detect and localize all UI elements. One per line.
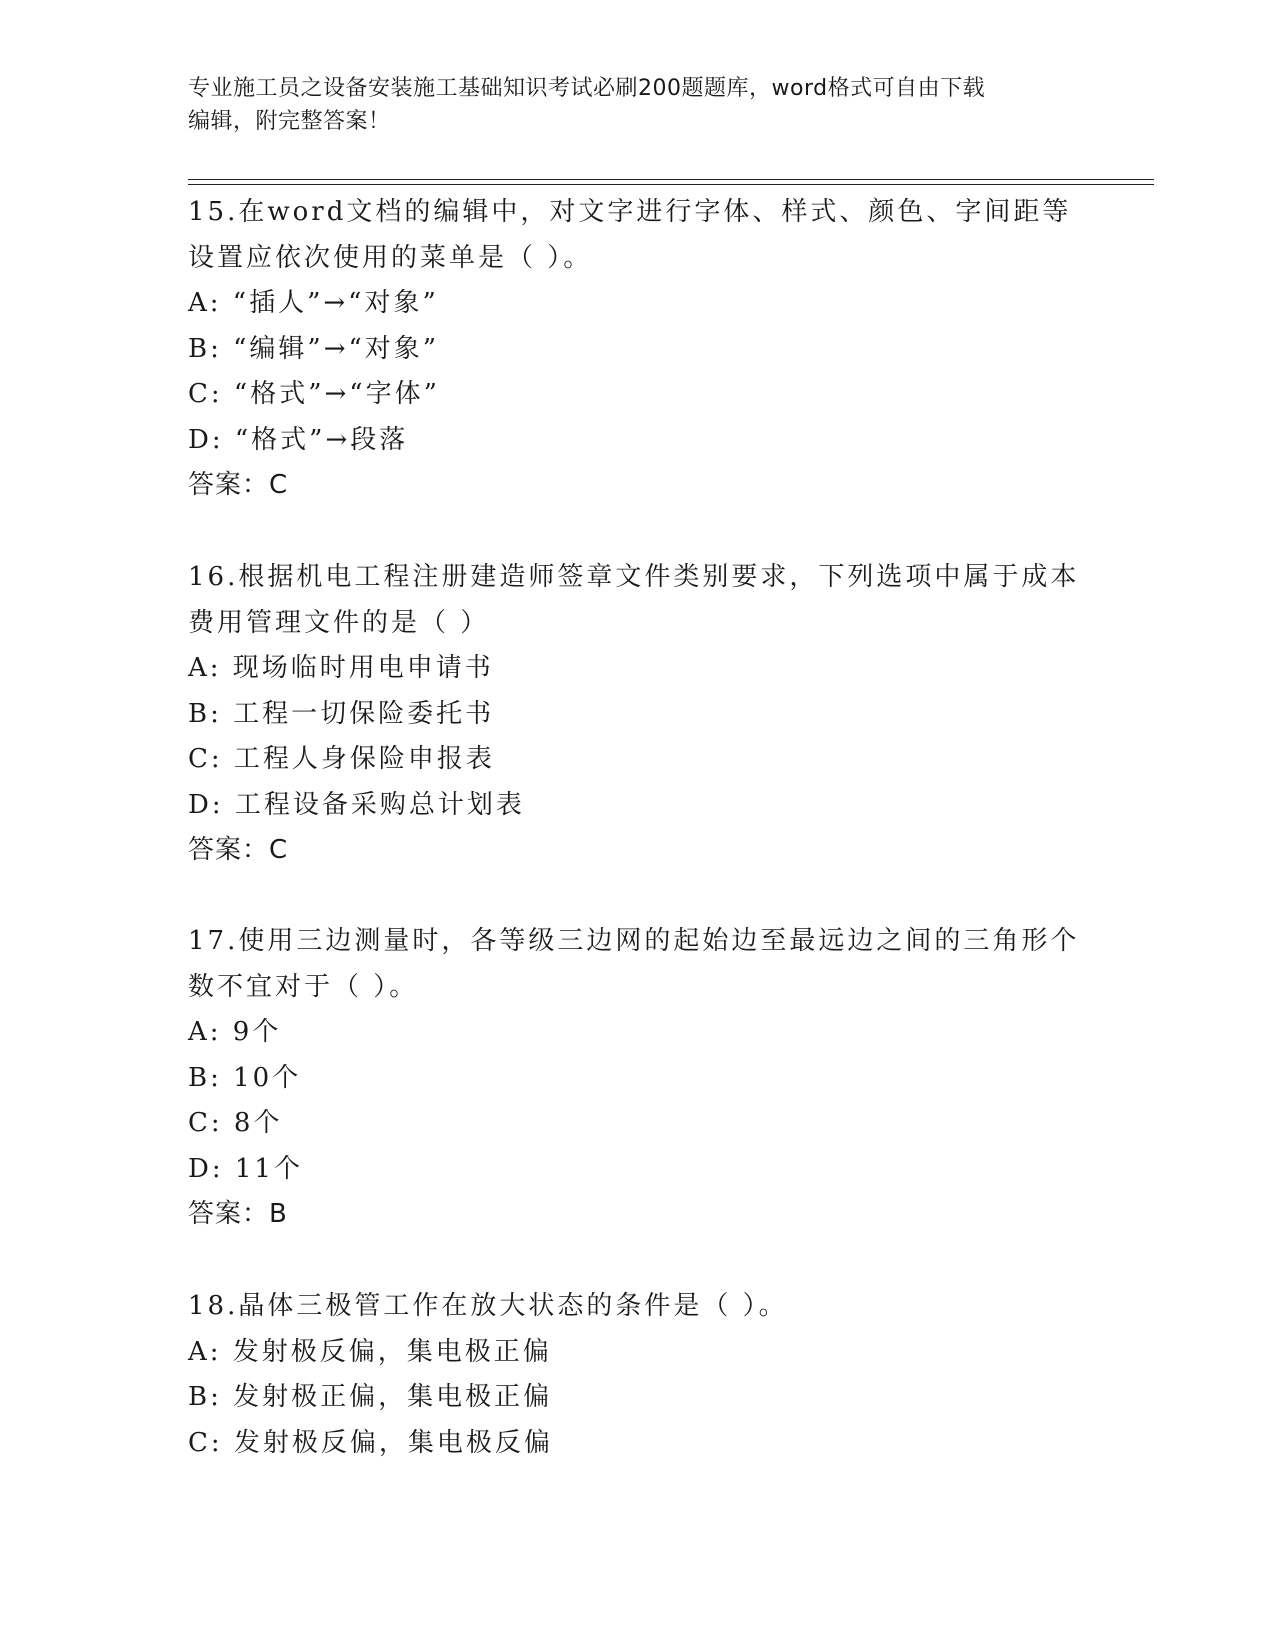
question-15-stem-line-2: 设置应依次使用的菜单是（ ）。 bbox=[188, 242, 593, 273]
question-15-stem-line-1 bbox=[188, 190, 1088, 236]
question-15-number: 15. bbox=[188, 197, 239, 227]
question-17-option-b: B: 10个 bbox=[188, 1062, 302, 1093]
question-17-option-d: D: 11个 bbox=[188, 1153, 303, 1184]
question-18-option-b: B: 发射极正偏，集电极正偏 bbox=[188, 1382, 553, 1412]
question-17-option-c: C: 8个 bbox=[188, 1108, 283, 1138]
question-16-text: 根据机电工程注册建造师签章文件类别要求，下列选项中属于成本 bbox=[238, 562, 1080, 592]
question-18-option-c: C: 发射极反偏，集电极反偏 bbox=[188, 1427, 553, 1458]
question-16-option-d: D: 工程设备采购总计划表 bbox=[188, 789, 525, 820]
question-18-text: 晶体三极管工作在放大状态的条件是（ ）。 bbox=[238, 1291, 788, 1321]
question-18-option-a: A: 发射极反偏，集电极正偏 bbox=[188, 1336, 552, 1367]
question-15-option-b: B: “编辑”→“对象” bbox=[188, 333, 440, 364]
header-divider-top bbox=[188, 179, 1154, 180]
question-17-number: 17. bbox=[188, 926, 239, 956]
question-15 bbox=[188, 190, 1088, 509]
question-16-option-c: C: 工程人身保险申报表 bbox=[188, 744, 495, 774]
question-16-option-a: A: 现场临时用电申请书 bbox=[188, 653, 494, 683]
question-15-answer: 答案：C bbox=[188, 470, 289, 500]
question-18 bbox=[188, 1284, 1088, 1466]
document-header bbox=[188, 72, 1088, 138]
question-16 bbox=[188, 555, 1088, 874]
question-17-stem-line-1 bbox=[188, 919, 1088, 965]
question-17-option-a: A: 9个 bbox=[188, 1017, 282, 1047]
question-15-option-a: A: “插人”→“对象” bbox=[188, 288, 439, 318]
question-16-stem-line-2: 费用管理文件的是（ ） bbox=[188, 607, 490, 638]
question-16-answer: 答案：C bbox=[188, 835, 289, 865]
question-17 bbox=[188, 919, 1088, 1238]
question-17-text: 使用三边测量时，各等级三边网的起始边至最远边之间的三角形个 bbox=[238, 926, 1080, 956]
question-17-stem-line-2: 数不宜对于（ ）。 bbox=[188, 971, 419, 1002]
question-17-answer: 答案：B bbox=[188, 1199, 288, 1229]
question-15-text: 在word文档的编辑中，对文字进行字体、样式、颜色、字间距等 bbox=[238, 197, 1072, 227]
question-18-number: 18. bbox=[188, 1291, 239, 1321]
header-title-line-2: 编辑，附完整答案！ bbox=[188, 109, 391, 134]
question-18-stem-line-1 bbox=[188, 1284, 1088, 1330]
header-divider-bottom bbox=[188, 184, 1154, 185]
question-16-stem-line-1 bbox=[188, 555, 1088, 601]
question-16-number: 16. bbox=[188, 562, 239, 592]
question-15-option-d: D: “格式”→段落 bbox=[188, 424, 409, 455]
question-16-option-b: B: 工程一切保险委托书 bbox=[188, 698, 495, 729]
header-title-line-1: 专业施工员之设备安装施工基础知识考试必刷200题题库，word格式可自由下载 bbox=[188, 76, 986, 101]
question-15-option-c: C: “格式”→“字体” bbox=[188, 379, 440, 409]
